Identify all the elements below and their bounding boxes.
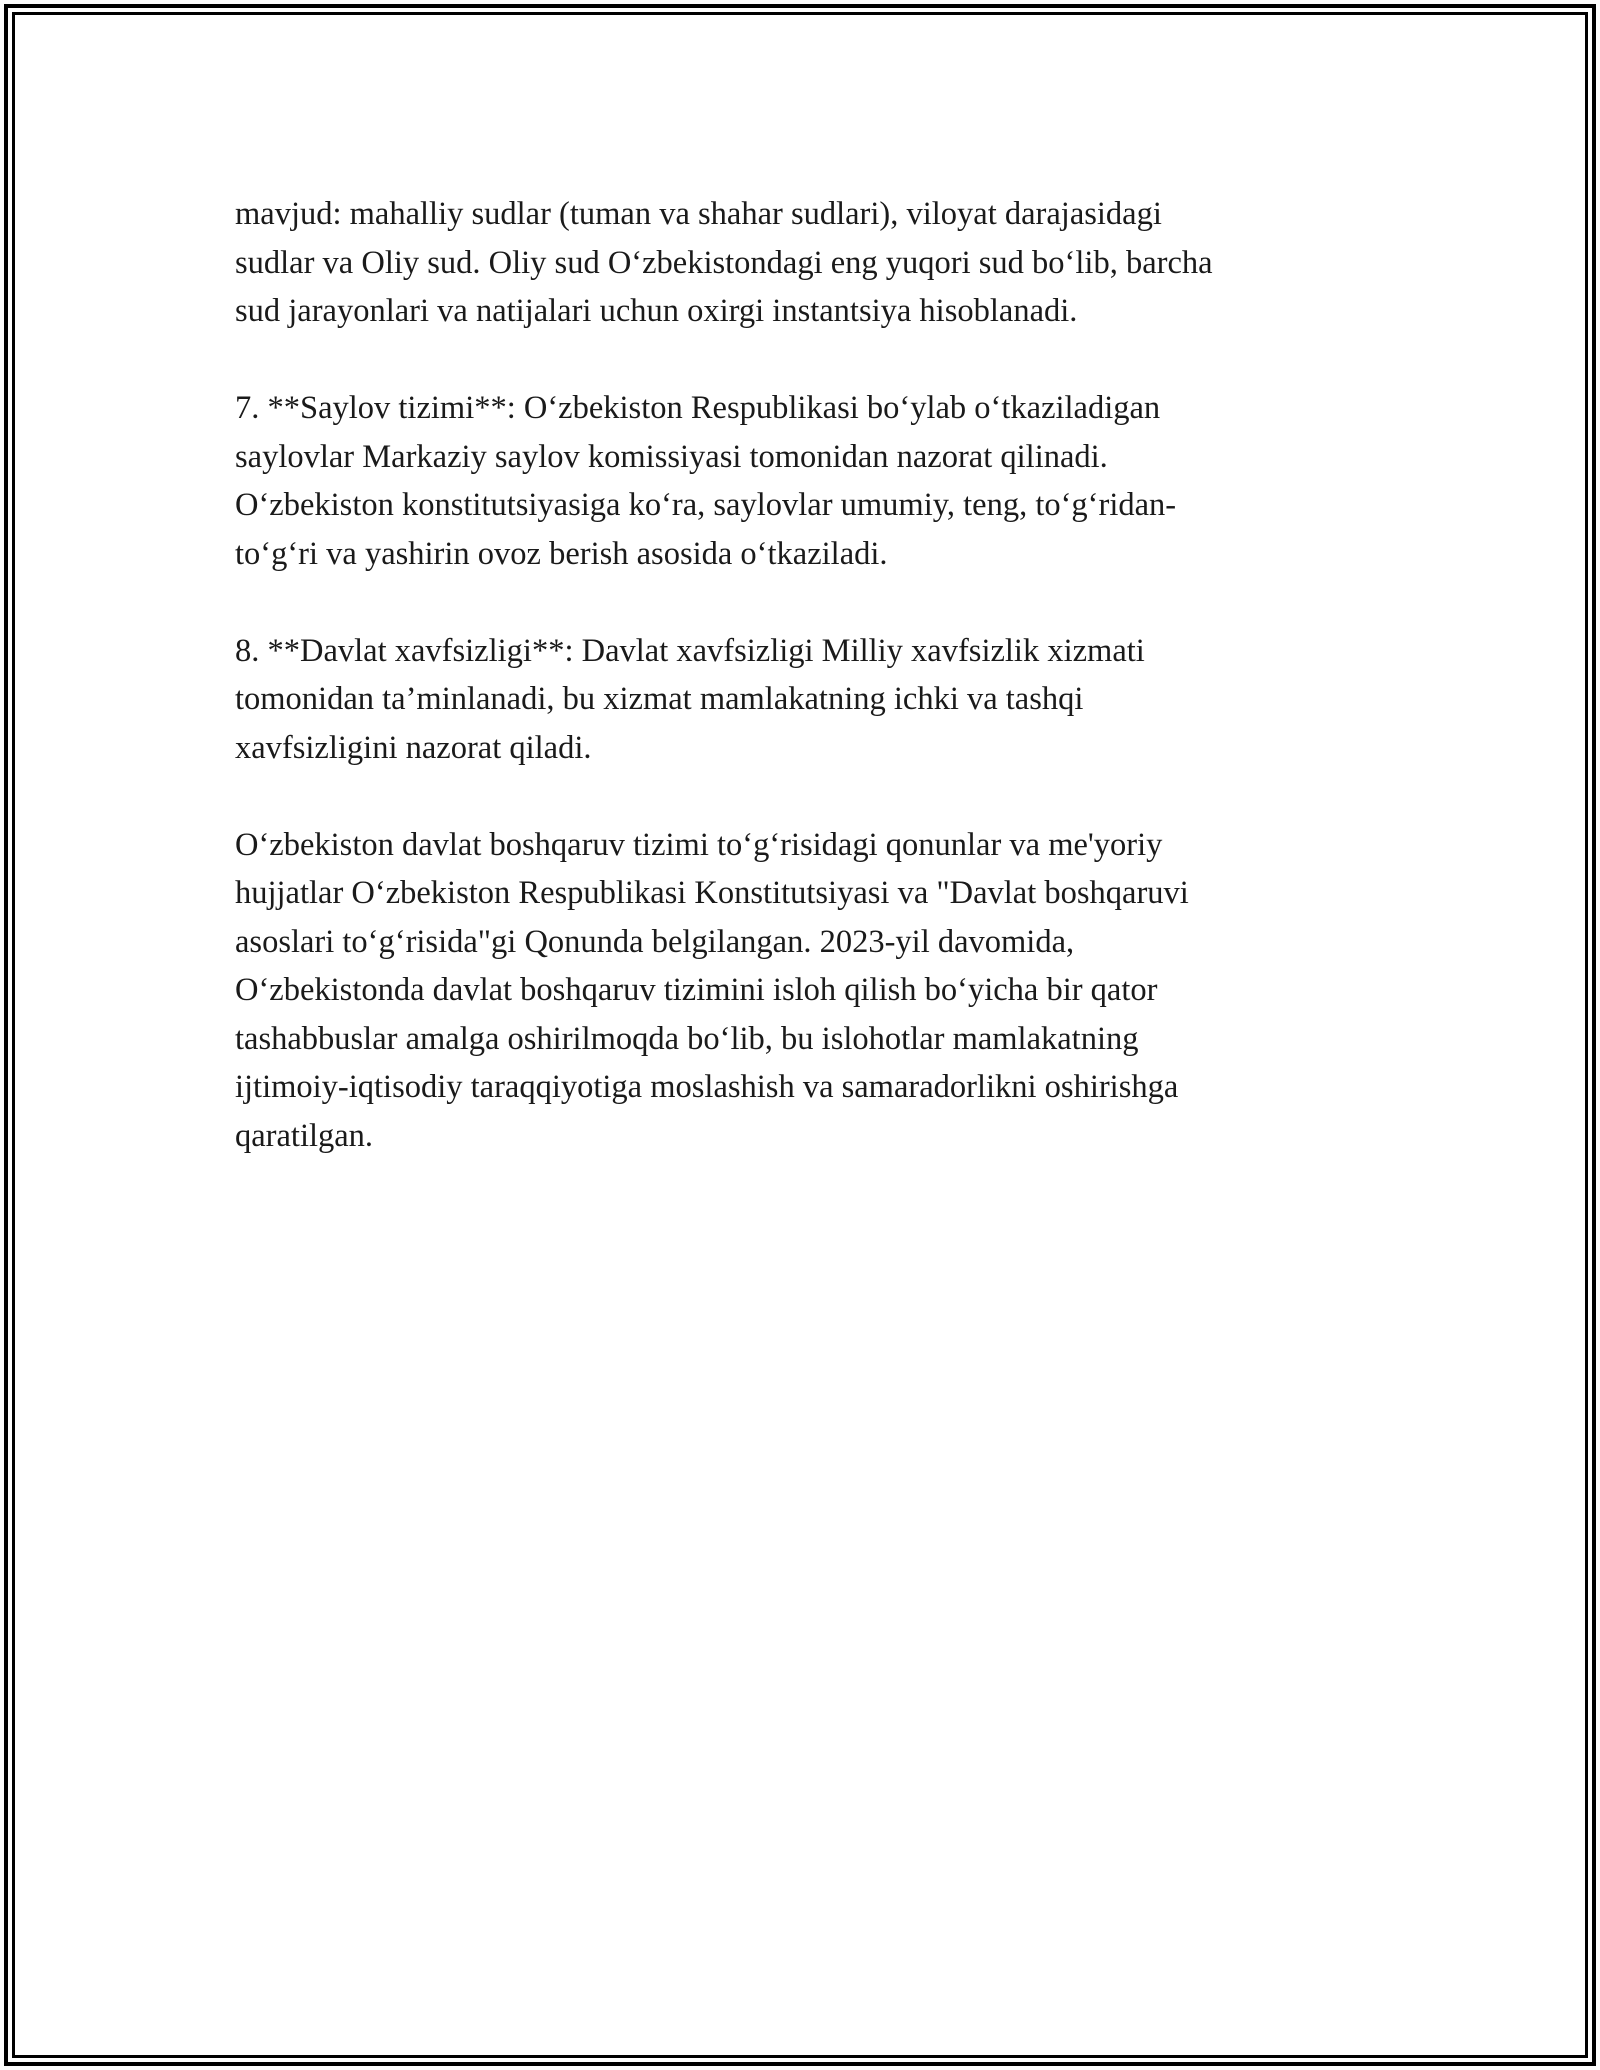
paragraph-conclusion: O‘zbekiston davlat boshqaruv tizimi to‘g‘risidagi qonunlar va me'yoriy hujjatlar O‘zbekiston Respublikasi Konstitutsiyasi va "Davlat boshqaruvi asoslari to‘g‘risida"gi Qonunda belgilangan. 2023-yil davomida, O‘zbekistonda davlat boshqaruv tizimini isloh qilish bo‘yicha bir qator tashabbuslar amalga oshirilmoqda bo‘lib, bu islohotlar mamlakatning ijtimoiy-iqtisodiy taraqqiyotiga moslashish va samaradorlikni oshirishga qaratilgan. [235, 826, 1189, 1154]
document-body [235, 190, 1365, 1209]
paragraph-courts: mavjud: mahalliy sudlar (tuman va shahar sudlari), viloyat darajasidagi sudlar va Oliy sud. Oliy sud O‘zbekistondagi eng yuqori sud bo‘lib, barcha sud jarayonlari va natijalari uchun oxirgi instantsiya hisoblanadi. [235, 196, 1213, 329]
paragraph-electoral-system: 7. **Saylov tizimi**: O‘zbekiston Respublikasi bo‘ylab o‘tkaziladigan saylovlar Markaziy saylov komissiyasi tomonidan nazorat qilinadi. O‘zbekiston konstitutsiyasiga ko‘ra, saylovlar umumiy, teng, to‘g‘ridan- to‘g‘ri va yashirin ovoz berish asosida o‘tkaziladi. [235, 390, 1177, 572]
paragraph-state-security: 8. **Davlat xavfsizligi**: Davlat xavfsizligi Milliy xavfsizlik xizmati tomonidan ta’minlanadi, bu xizmat mamlakatning ichki va tashqi xavfsizligini nazorat qiladi. [235, 632, 1145, 766]
